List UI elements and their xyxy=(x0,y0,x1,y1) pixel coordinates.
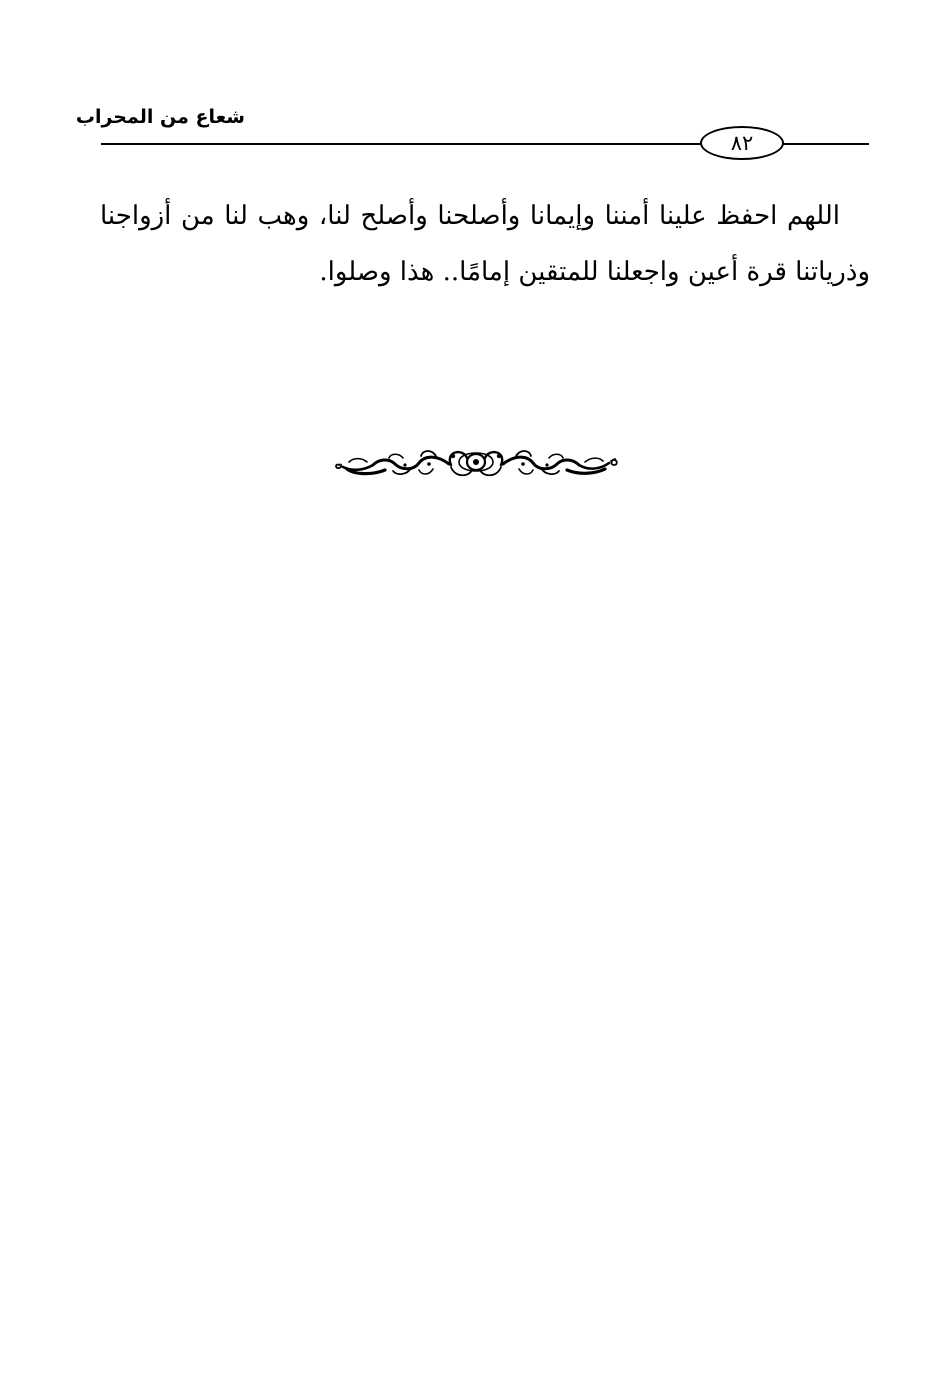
running-title: شعاع من المحراب xyxy=(75,106,245,128)
page-number: ٨٢ xyxy=(700,126,784,160)
closing-prayer-paragraph: اللهم احفظ علينا أمننا وإيمانا وأصلحنا وأصلح لنا، وهب لنا من أزواجنا وذرياتنا قرة أعين واجعلنا للمتقين إمامًا.. هذا وصلوا. xyxy=(100,201,870,287)
body-text xyxy=(100,188,870,300)
floral-divider-icon xyxy=(333,443,619,485)
